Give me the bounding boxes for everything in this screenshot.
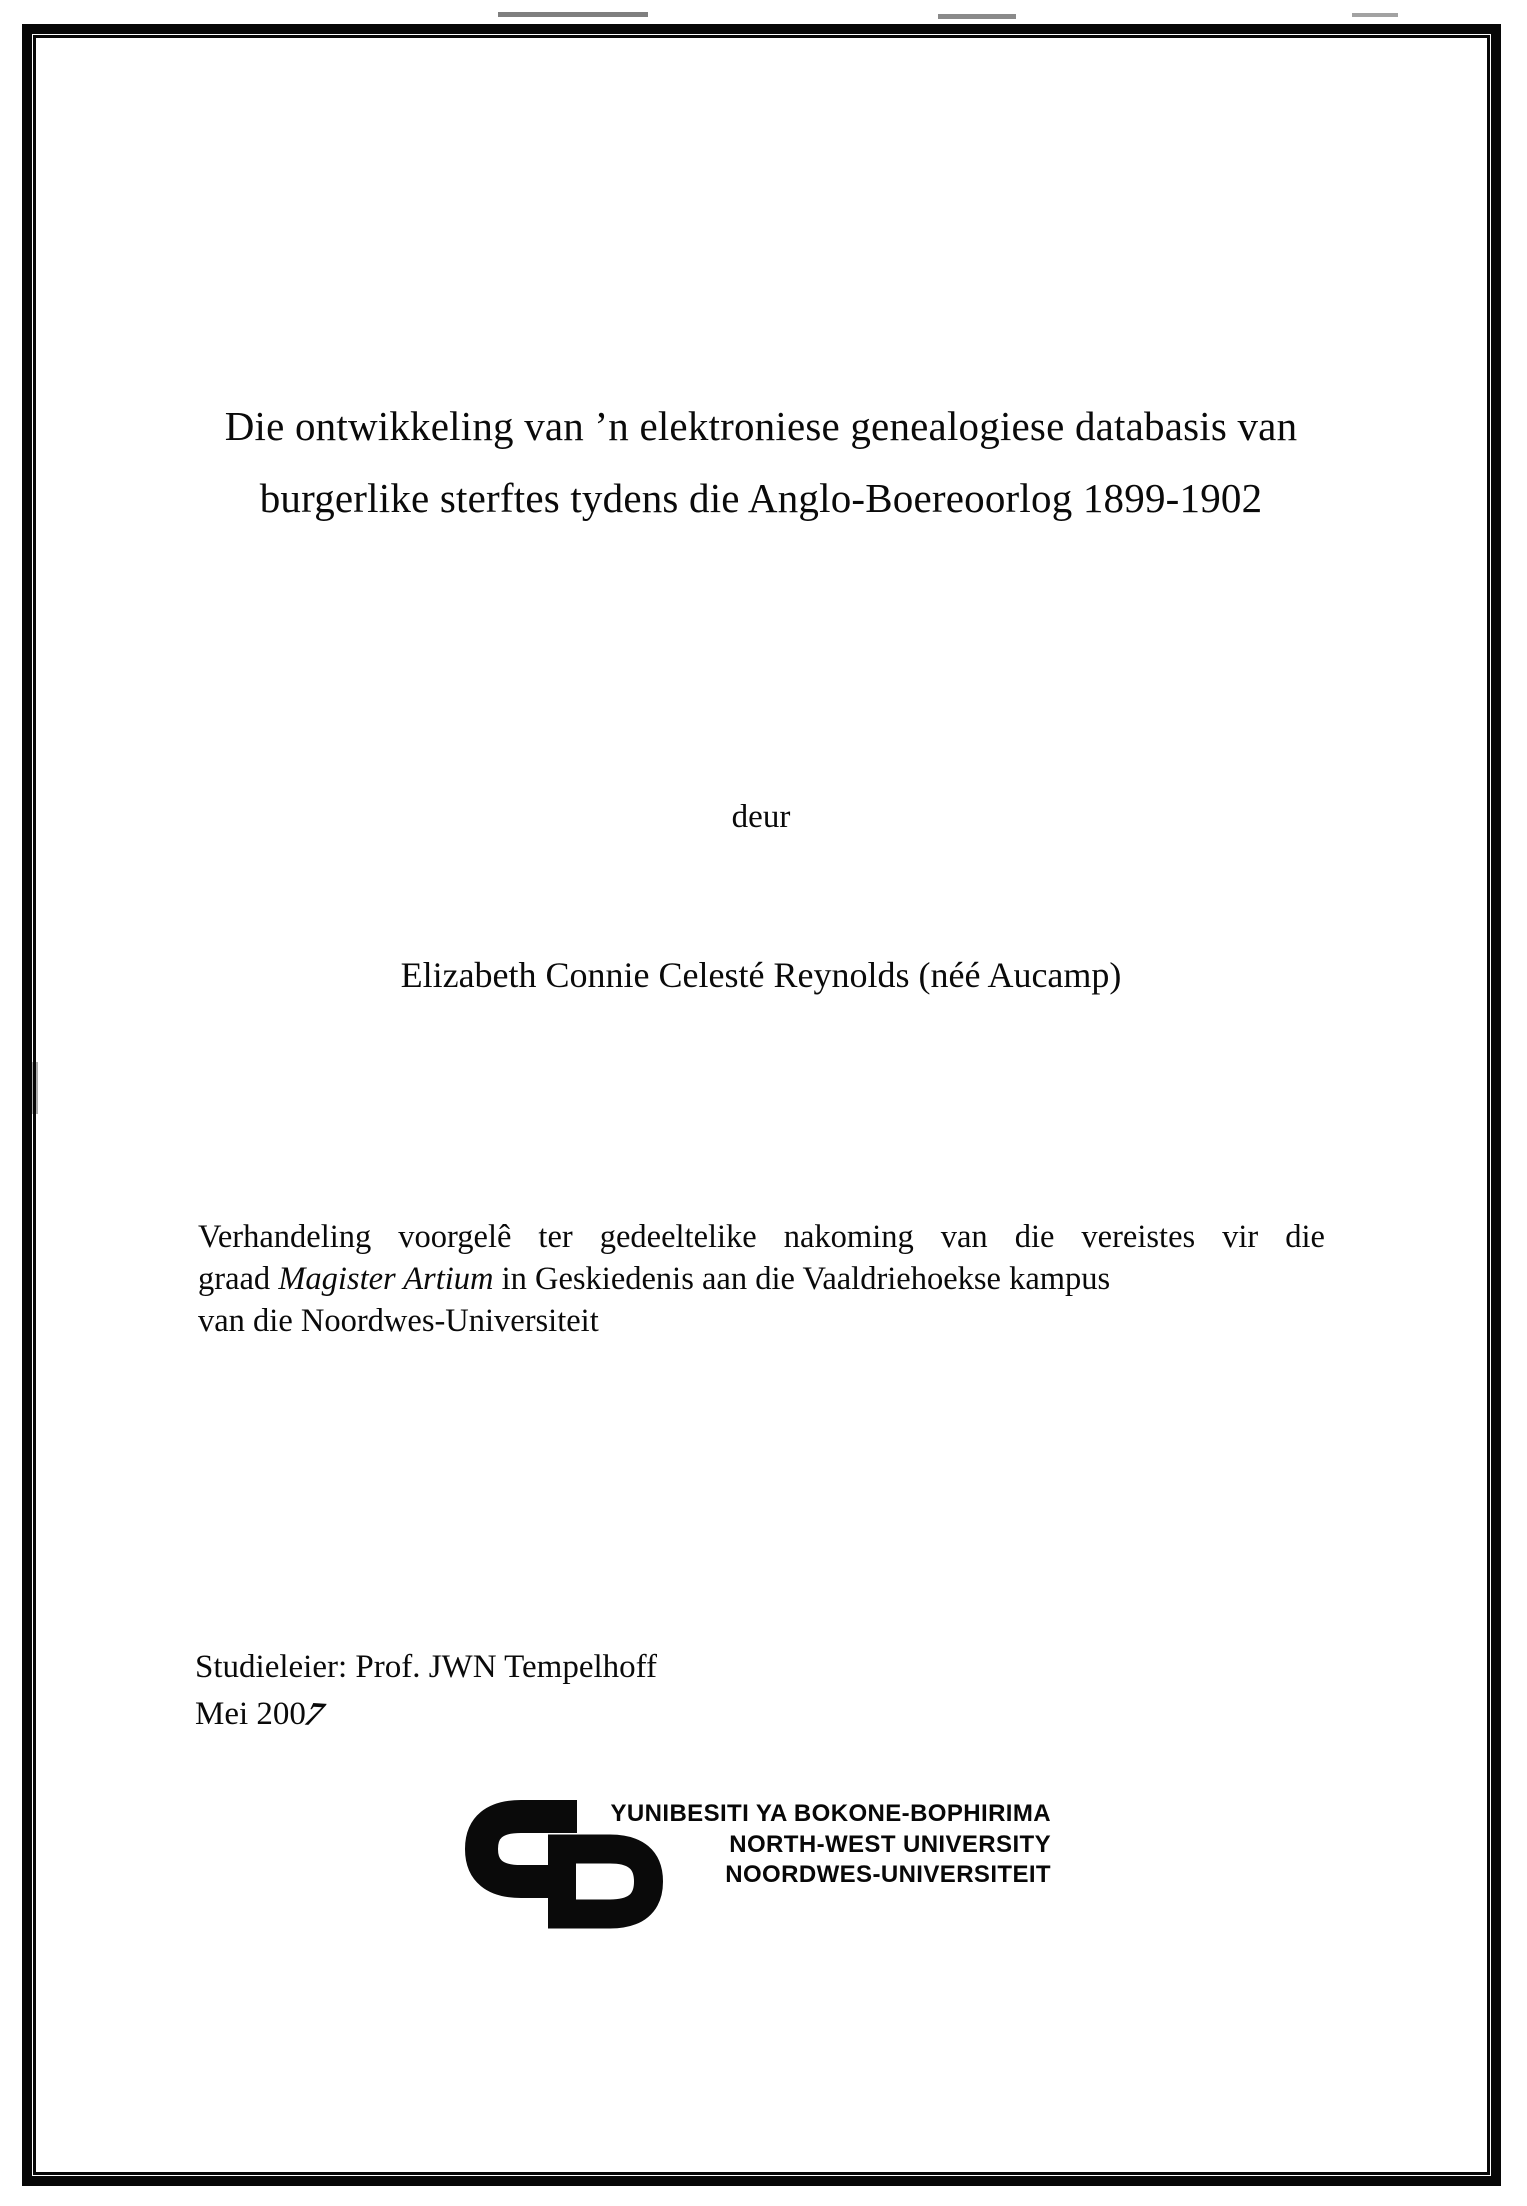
author-name: Elizabeth Connie Celesté Reynolds (néé Aucamp) bbox=[400, 955, 1122, 995]
logo-text-afrikaans: NOORDWES-UNIVERSITEIT bbox=[725, 1861, 1051, 1888]
scan-artifact bbox=[1352, 13, 1398, 17]
degree-name-italic: Magister Artium bbox=[278, 1261, 494, 1297]
degree-statement-line2 bbox=[198, 1258, 1325, 1300]
supervisor-line: Studieleier: Prof. JWN Tempelhoff bbox=[195, 1649, 658, 1685]
byline-label: deur bbox=[731, 799, 791, 835]
degree-statement-line1: Verhandeling voorgelê ter gedeeltelike nakoming van die vereistes vir die bbox=[198, 1219, 1325, 1255]
date-line bbox=[195, 1691, 1095, 1738]
date-last-digit: 7 bbox=[297, 1696, 331, 1734]
university-logo-text bbox=[585, 1799, 1051, 1891]
university-logo bbox=[465, 1795, 1085, 1940]
scan-artifact bbox=[938, 14, 1016, 19]
thesis-title-line1: Die ontwikkeling van ’n elektroniese genealogiese databasis van bbox=[224, 403, 1298, 449]
degree-statement bbox=[198, 1216, 1325, 1342]
scan-artifact bbox=[498, 12, 648, 17]
degree-statement-line3: van die Noordwes-Universiteit bbox=[198, 1303, 599, 1339]
thesis-title bbox=[195, 390, 1327, 534]
thesis-title-line2: burgerlike sterftes tydens die Anglo-Boereoorlog 1899-1902 bbox=[259, 475, 1263, 521]
degree-statement-line2-pre: graad bbox=[198, 1261, 279, 1297]
supervisor-block bbox=[195, 1644, 1095, 1738]
degree-statement-line2-post: in Geskiedenis aan die Vaaldriehoekse kampus bbox=[493, 1261, 1111, 1297]
date-prefix: Mei 200 bbox=[195, 1696, 306, 1732]
logo-text-english: NORTH-WEST UNIVERSITY bbox=[729, 1830, 1051, 1858]
logo-text-setswana: YUNIBESITI YA BOKONE-BOPHIRIMA bbox=[610, 1800, 1051, 1827]
